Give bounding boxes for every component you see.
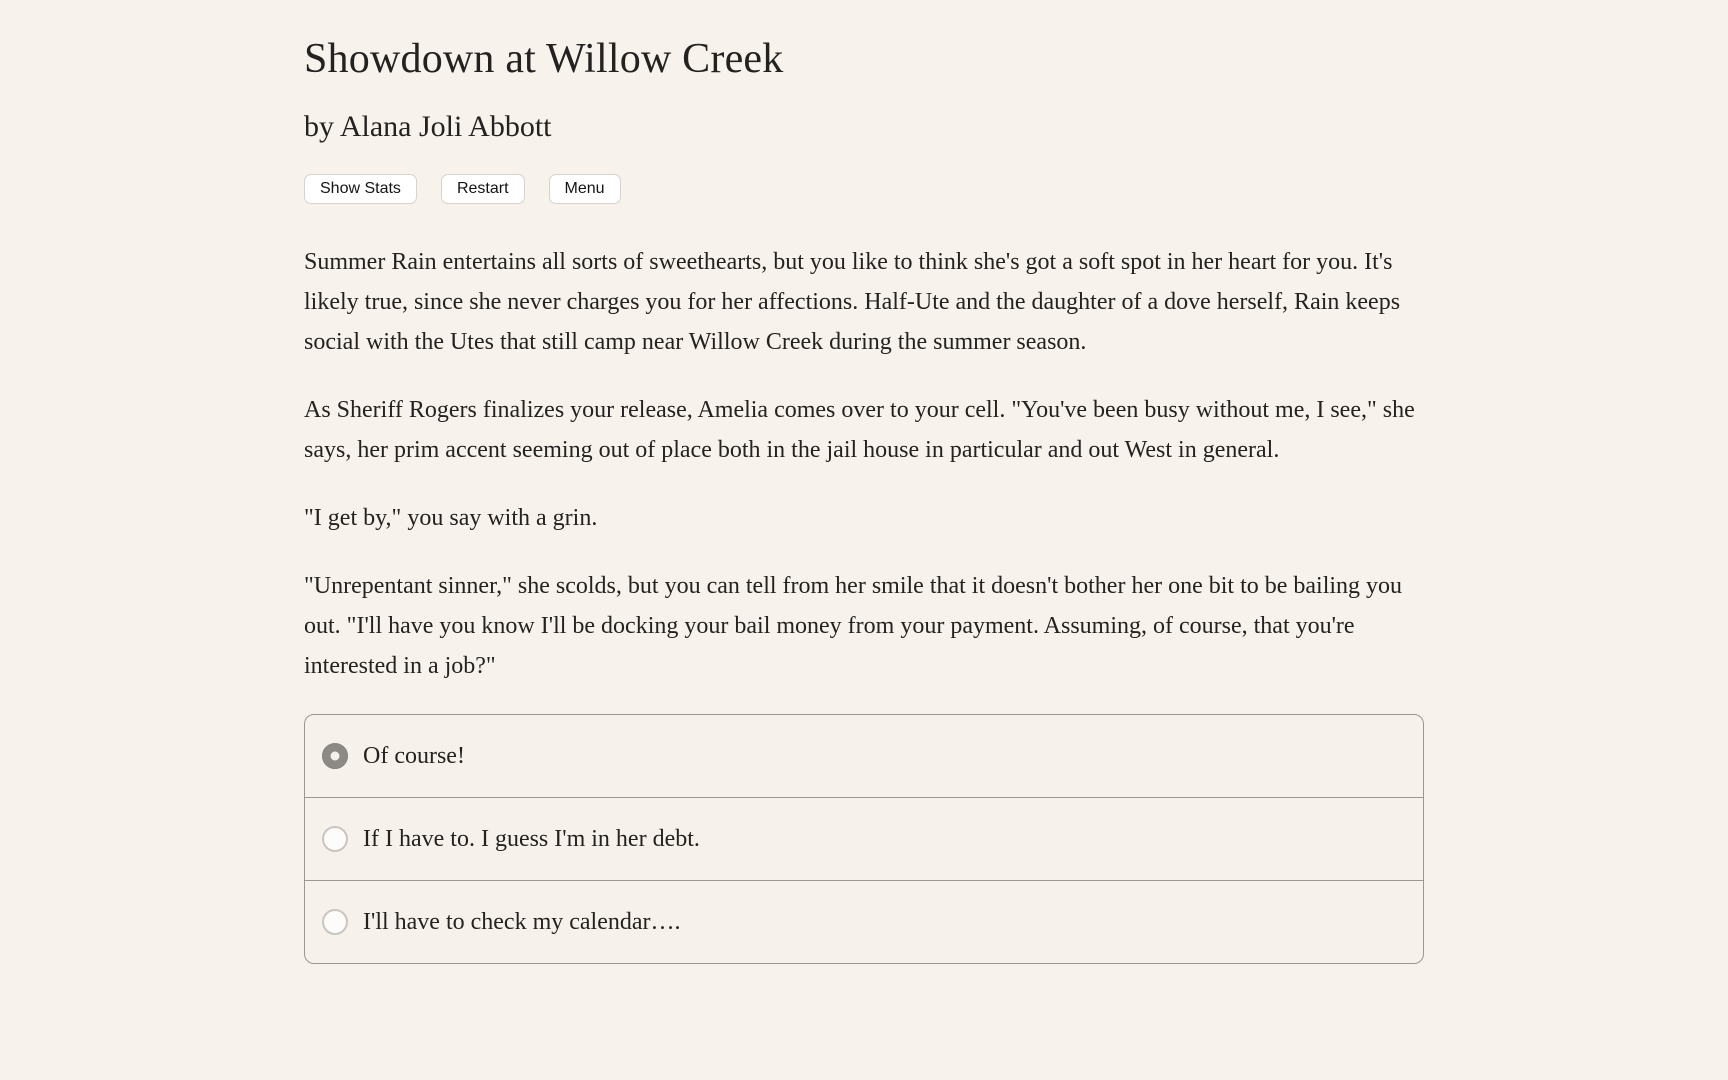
story-page xyxy=(304,0,1424,964)
choice-option-3[interactable] xyxy=(305,880,1423,963)
story-paragraph: Summer Rain entertains all sorts of sweethearts, but you like to think she's got a soft spot in her heart for you. It's likely true, since she never charges you for her affections. Half-Ute and the daughter of a dove herself, Rain keeps social with the Utes that still camp near Willow Creek during the summer season. xyxy=(304,249,1401,356)
story-paragraph: As Sheriff Rogers finalizes your release, Amelia comes over to your cell. "You've been busy without me, I see," she says, her prim accent seeming out of place both in the jail house in particular and out West in general. xyxy=(304,397,1415,464)
story-paragraph: "I get by," you say with a grin. xyxy=(304,505,598,532)
restart-button[interactable]: Restart xyxy=(441,174,525,204)
choice-option-2[interactable] xyxy=(305,797,1423,880)
toolbar xyxy=(304,174,1424,204)
choice-option-label: Of course! xyxy=(363,743,465,770)
choice-option-1[interactable] xyxy=(305,715,1423,797)
radio-button-icon[interactable] xyxy=(322,826,348,852)
radio-button-icon[interactable] xyxy=(322,909,348,935)
author-byline: by Alana Joli Abbott xyxy=(304,110,552,144)
choice-option-label: If I have to. I guess I'm in her debt. xyxy=(363,826,700,853)
choice-option-label: I'll have to check my calendar…. xyxy=(363,909,681,936)
menu-button[interactable]: Menu xyxy=(549,174,621,204)
story-paragraph: "Unrepentant sinner," she scolds, but you can tell from her smile that it doesn't bother her one bit to be bailing you out. "I'll have you know I'll be docking your bail money from your payment. Assuming, of course, that you're interested in a job?" xyxy=(304,573,1403,680)
radio-button-icon[interactable] xyxy=(322,743,348,769)
choice-list xyxy=(304,714,1424,964)
page-title: Showdown at Willow Creek xyxy=(304,36,784,82)
story-text xyxy=(304,242,1424,686)
show-stats-button[interactable]: Show Stats xyxy=(304,174,417,204)
